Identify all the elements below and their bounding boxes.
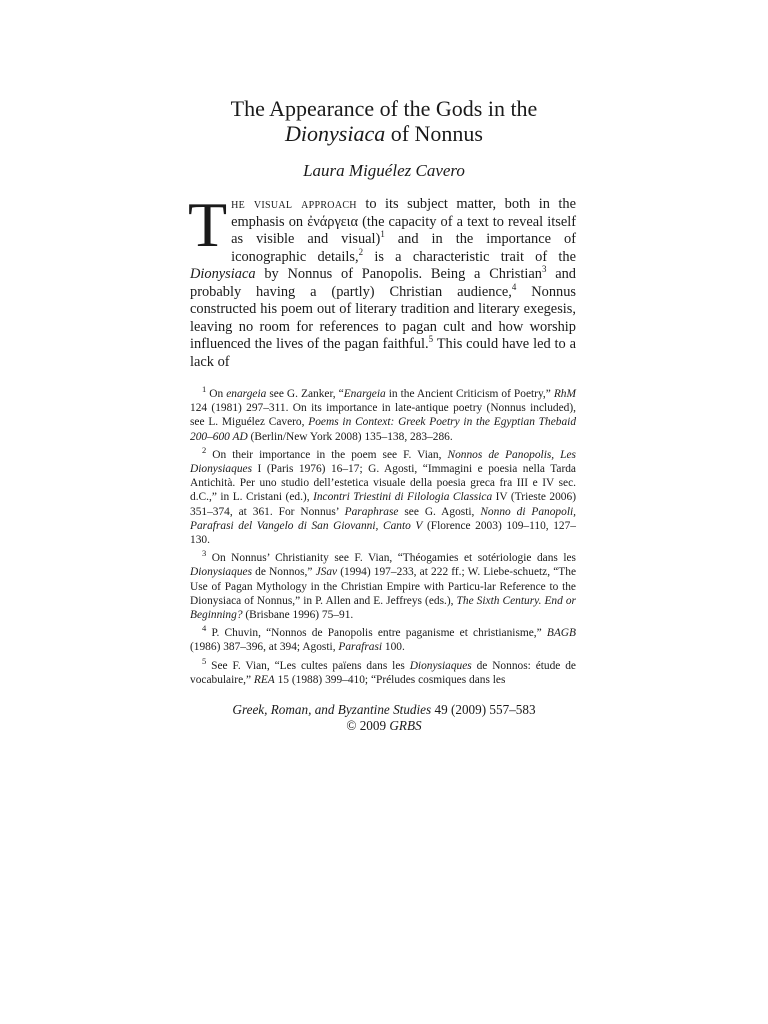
footnote-3: [190, 548, 576, 622]
fn-italic: Parafrasi: [338, 641, 383, 654]
fn-italic: BAGB: [546, 627, 576, 640]
title-italic-work: Dionysiaca: [285, 121, 386, 146]
fn-text: On their importance in the poem see F. Vian,: [206, 448, 448, 461]
body-text-6: Nonnus constructed his poem out of literary tradition and literary exegesis, leaving no room for references to pagan cult and how worship influenced the lives of the pagan faithful.: [190, 283, 577, 352]
fn-italic: Nonnos de Panopolis, Les Dionysiaques: [190, 448, 576, 476]
footnote-ref-3: 3: [541, 264, 547, 275]
footnote-5: [190, 655, 576, 687]
fn-text: IV (Trieste 2006) 351–374, at 361. For Nonnus’: [190, 491, 576, 518]
fn-text: On Nonnus’ Christianity see F. Vian, “Théogamies et sotériologie dans les: [206, 552, 576, 565]
footnote-2: [190, 445, 577, 547]
footnote-number: 3: [202, 548, 207, 559]
fn-italic: Enargeia: [343, 388, 386, 400]
fn-text: de Nonnos,”: [252, 566, 316, 579]
footnote-number: 2: [202, 445, 207, 456]
fn-italic: JSav: [315, 566, 338, 579]
body-text-1: to its subject matter, both in the emphasis on ἐνάργεια (the capacity of a text to reveal itself as visible and visual): [231, 196, 576, 247]
article-title: [150, 96, 618, 146]
fn-text: in the Ancient Criticism of Poetry,”: [385, 388, 554, 400]
fn-text: See F. Vian, “Les cultes païens dans les: [206, 659, 410, 672]
fn-italic: Paraphrase: [344, 505, 399, 518]
copyright-line: [150, 718, 618, 734]
fn-italic: The Sixth Century. End or Beginning?: [190, 594, 576, 622]
fn-text: de Nonnos: étude de vocabulaire,”: [190, 659, 576, 686]
footnote-ref-2: 2: [358, 246, 364, 257]
copyright-holder: GRBS: [389, 718, 422, 733]
title-line-2-rest: of Nonnus: [385, 121, 483, 146]
footnote-1: [190, 384, 577, 444]
body-paragraph: [188, 189, 577, 371]
author-name: Laura Miguélez Cavero: [303, 161, 465, 180]
fn-italic: Incontri Triestini di Filologia Classica: [313, 491, 493, 504]
journal-volume: 49 (2009) 557–583: [431, 702, 536, 717]
drop-cap: T: [188, 189, 228, 260]
fn-italic: Nonno di Panopoli, Parafrasi del Vangelo di San Giovanni, Canto V: [190, 505, 577, 532]
body-text-4: by Nonnus of Panopolis. Being a Christian: [255, 266, 542, 282]
footnotes: [190, 384, 577, 691]
title-line-1: The Appearance of the Gods in the: [230, 96, 538, 121]
fn-text: P. Chuvin, “Nonnos de Panopolis entre paganisme et christianisme,”: [206, 627, 547, 640]
fn-text: (1994) 197–233, at 222 ff.; W. Liebe-schuetz, “The Use of Pagan Mythology in the Christian Empire with Particu-lar Reference to the Dionysiaca of Nonnus,” in P. Allen and E. Jeffreys (eds.),: [190, 566, 576, 607]
footnote-number: 4: [202, 623, 207, 634]
journal-line: [150, 702, 618, 718]
journal-name: Greek, Roman, and Byzantine Studies: [232, 702, 432, 717]
fn-italic: enargeia: [226, 388, 267, 400]
fn-italic: Dionysiaques: [409, 659, 472, 672]
footnote-ref-5: 5: [428, 334, 434, 345]
fn-text: 15 (1988) 399–410; “Préludes cosmiques dans les: [274, 673, 506, 686]
fn-italic: Dionysiaques: [190, 566, 253, 579]
journal-citation: [150, 702, 618, 734]
fn-text: 124 (1981) 297–311. On its importance in late-antique poetry (Nonnus included), see L. Miguélez Cavero,: [190, 402, 576, 429]
fn-text: see G. Agosti,: [398, 505, 481, 518]
copyright-text: © 2009: [346, 718, 390, 733]
fn-italic: REA: [253, 673, 275, 686]
footnote-ref-4: 4: [511, 281, 517, 292]
fn-text: (1986) 387–396, at 394; Agosti,: [190, 641, 339, 654]
body-text-2: and in the importance of iconographic details,: [231, 231, 576, 265]
footnote-ref-1: 1: [380, 229, 385, 240]
body-italic-work: Dionysiaca: [190, 266, 256, 282]
fn-text: see G. Zanker, “: [266, 388, 344, 400]
fn-text: 100.: [382, 641, 405, 654]
fn-text: (Brisbane 1996) 75–91.: [242, 609, 354, 622]
body-text-3: is a characteristic trait of the: [363, 248, 577, 265]
footnote-number: 5: [202, 655, 207, 666]
fn-text: I (Paris 1976) 16–17; G. Agosti, “Immagini e poesia nella Tarda Antichità. Per uno studio dell’estetica visuale della poesia greca fra III e IV sec. d.C.,” in L. Cristani (ed.),: [190, 463, 576, 504]
body-text-5: and probably having a (partly) Christian audience,: [190, 266, 576, 300]
fn-text: On: [206, 388, 227, 400]
body-text-7: This could have led to a lack of: [190, 336, 576, 370]
fn-text: (Berlin/New York 2008) 135–138, 283–286.: [247, 430, 453, 443]
fn-italic: Poems in Context: Greek Poetry in the Egyptian Thebaid 200–600 AD: [190, 416, 577, 443]
small-caps-opening: he visual approach: [231, 196, 357, 212]
fn-italic: RhM: [553, 388, 576, 400]
fn-text: (Florence 2003) 109–110, 127–130.: [190, 519, 576, 547]
footnote-number: 1: [202, 384, 207, 395]
footnote-4: [190, 623, 576, 654]
